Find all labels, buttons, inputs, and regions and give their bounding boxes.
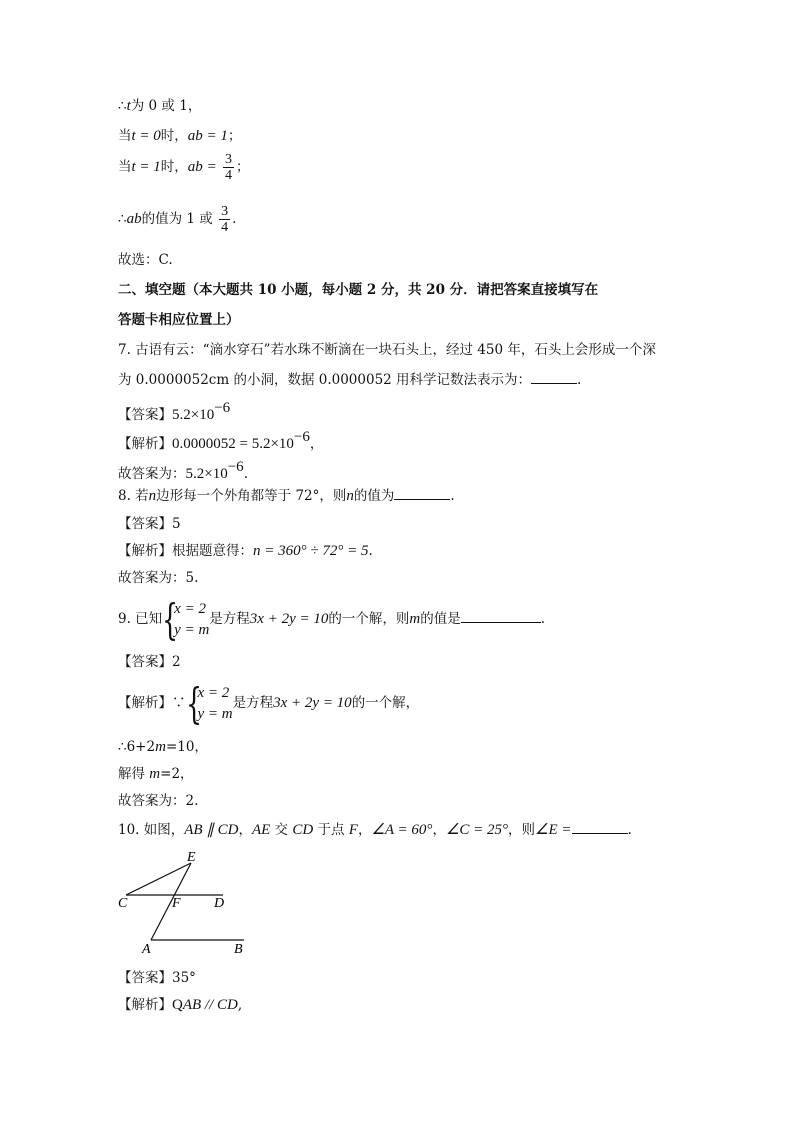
q9-final: 故答案为：2. <box>118 793 199 809</box>
q7-answer: 【答案】$5.2\times 10^{-6}$ <box>118 400 231 423</box>
label-point-c: C <box>118 896 128 911</box>
geometry-figure <box>116 848 256 960</box>
therefore-symbol: ∴ <box>118 98 127 114</box>
q8-final: 故答案为：5. <box>118 570 199 586</box>
q8-answer: 【答案】5 <box>118 516 181 532</box>
q10-question: 10. 如图，AB ∥ CD，AE 交 CD 于点 F，∠A = 60°，∠C = 25°，则∠E = . <box>118 822 632 838</box>
section-title-line2: 答题卡相应位置上） <box>118 312 240 328</box>
q7-question-line2: 为 0.0000052cm 的小洞，数据 0.0000052 用科学记数法表示为： . <box>118 372 582 388</box>
answer-blank <box>531 371 577 384</box>
q8-analysis: 【解析】根据题意得：n = 360° ÷ 72° = 5. <box>118 543 373 559</box>
q7-final: 故答案为：$5.2\times 10^{-6}$. <box>118 459 248 482</box>
line-ce <box>126 863 191 895</box>
therefore-symbol: ∴ <box>118 211 127 227</box>
q9-answer: 【答案】2 <box>118 654 181 670</box>
line-t-values: ∴t为 0 或 1， <box>118 98 202 114</box>
line-ae <box>151 863 191 940</box>
line-t-zero: 当t = 0时，ab = 1； <box>118 128 242 144</box>
q9-step2: 解得 m=2， <box>118 766 194 782</box>
q9-question: 9. 已知 { x = 2 y = m 是方程3x + 2y = 10的一个解，则m的值是 . <box>118 594 545 644</box>
label-point-b: B <box>234 942 243 957</box>
fraction-three-quarters: $\frac{3}{4}$ <box>221 204 229 235</box>
section-title-line1: 二、填空题（本大题共 10 小题，每小题 2 分，共 20 分．请把答案直接填写在 <box>118 282 599 298</box>
q10-answer: 【答案】35° <box>118 970 196 986</box>
q9-analysis: 【解析】∵ { x = 2 y = m 是方程3x + 2y = 10的一个解， <box>118 678 420 728</box>
fraction-three-quarters: $\frac{3}{4}$ <box>224 152 232 183</box>
q10-analysis: 【解析】QAB // CD, <box>118 997 243 1013</box>
answer-blank <box>572 821 628 834</box>
equation-system: { x = 2 y = m <box>185 678 233 728</box>
line-choice: 故选：C. <box>118 252 173 268</box>
label-point-e: E <box>187 850 196 865</box>
line-ab-values: ∴ab的值为 1 或 $\frac{3}{4}$ . <box>118 204 237 235</box>
answer-blank <box>461 610 541 623</box>
label-point-a: A <box>142 942 151 957</box>
label-point-f: F <box>172 896 181 911</box>
label-point-d: D <box>214 896 225 911</box>
q7-analysis: 【解析】$0.0000052 = 5.2\times 10^{-6}$， <box>118 429 324 452</box>
q7-question-line1: 7. 古语有云：“滴水穿石”若水珠不断滴在一块石头上，经过 450 年，石头上会形成一个深 <box>118 342 656 358</box>
answer-blank <box>394 487 450 500</box>
equation-system: { x = 2 y = m <box>162 594 210 644</box>
q9-step1: ∴6+2m=10， <box>118 739 208 755</box>
q8-question: 8. 若n边形每一个外角都等于 72°，则n的值为 . <box>118 488 455 504</box>
line-t-one: 当t = 1时，ab = $\frac{3}{4}$ ； <box>118 152 250 183</box>
